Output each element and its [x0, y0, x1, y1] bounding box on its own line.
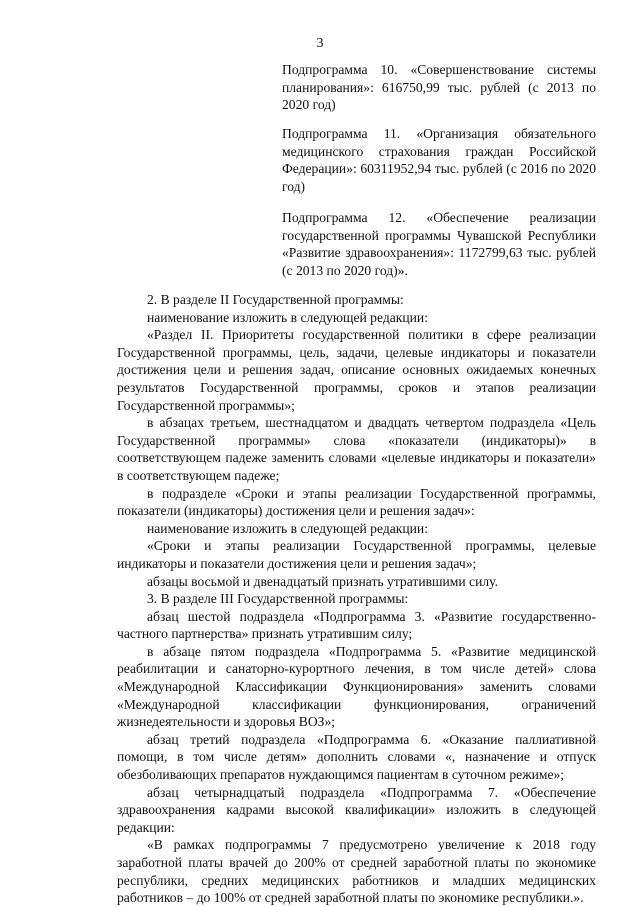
subprogram-12-total: Подпрограмма 12. «Обеспечение реализации государственной программы Чувашской Республики «Развитие здравоохранения»: 1172799,63 тыс. рублей (с 2013 по 2020 год)».: [282, 210, 596, 278]
paragraph: «В рамках подпрограммы 7 предусмотрено увеличение к 2018 году заработной платы врачей до 200% от средней заработной платы по экономике республики, средних медицинских работников и младших медицинских работников – до 100% от средней заработной платы по экономике республики.».: [117, 837, 596, 906]
subprogram-10-total: Подпрограмма 10. «Совершенствование системы планирования»: 616750,99 тыс. рублей (с 2013 по 2020 год): [282, 62, 596, 113]
paragraph: в абзацах третьем, шестнадцатом и двадцать четвертом подраздела «Цель Государственной программы» слова «показатели (индикаторы)» в соответствующем падеже заменить словами «целевые индикаторы и показатели» в соответствующем падеже;: [117, 415, 596, 483]
subprogram-11-total: Подпрограмма 11. «Организация обязательного медицинского страхования граждан Российской Федерации»: 60311952,94 тыс. рублей (с 2016 по 2020 год): [282, 126, 596, 194]
paragraph: абзацы восьмой и двенадцатый признать утратившими силу.: [147, 573, 498, 589]
page-number: 3: [316, 36, 324, 51]
paragraph: в подразделе «Сроки и этапы реализации Государственной программы, показатели (индикаторы) достижения цели и решения задач»:: [117, 485, 596, 519]
paragraph: абзац шестой подраздела «Подпрограмма 3. «Развитие государственно-частного партнерства» признать утратившим силу;: [117, 608, 596, 642]
paragraph: абзац третий подраздела «Подпрограмма 6. «Оказание паллиативной помощи, в том числе детям» дополнить словами «, назначение и отпуск обезболивающих препаратов нуждающимся пациентам в суточном режиме»;: [117, 731, 596, 783]
paragraph: 3. В разделе III Государственной программы:: [147, 591, 409, 607]
paragraph: наименование изложить в следующей редакции:: [147, 309, 428, 325]
paragraph: в абзаце пятом подраздела «Подпрограмма 5. «Развитие медицинской реабилитации и санаторно-курортного лечения, в том числе детей» слова «Международной Классификации Функционирования» заменить словами «Международной классификации функционирования, ограничений жизнедеятельности и здоровья ВОЗ»;: [117, 643, 596, 730]
amendments-body: [117, 291, 596, 907]
paragraph: 2. В разделе II Государственной программы:: [147, 292, 404, 307]
paragraph: «Раздел II. Приоритеты государственной политики в сфере реализации Государственной программы, цель, задачи, целевые индикаторы и показатели достижения цели и решения задач, описание основных ожидаемых конечных результатов Государственной программы, сроков и этапов реализации Государственной программы»;: [117, 327, 596, 413]
paragraph: «Сроки и этапы реализации Государственной программы, целевые индикаторы и показатели достижения цели и решения задач»;: [117, 538, 596, 571]
paragraph: абзац четырнадцатый подраздела «Подпрограмма 7. «Обеспечение здравоохранения кадрами высокой квалификации» изложить в следующей редакции:: [117, 784, 596, 835]
paragraph: наименование изложить в следующей редакции:: [147, 520, 428, 536]
